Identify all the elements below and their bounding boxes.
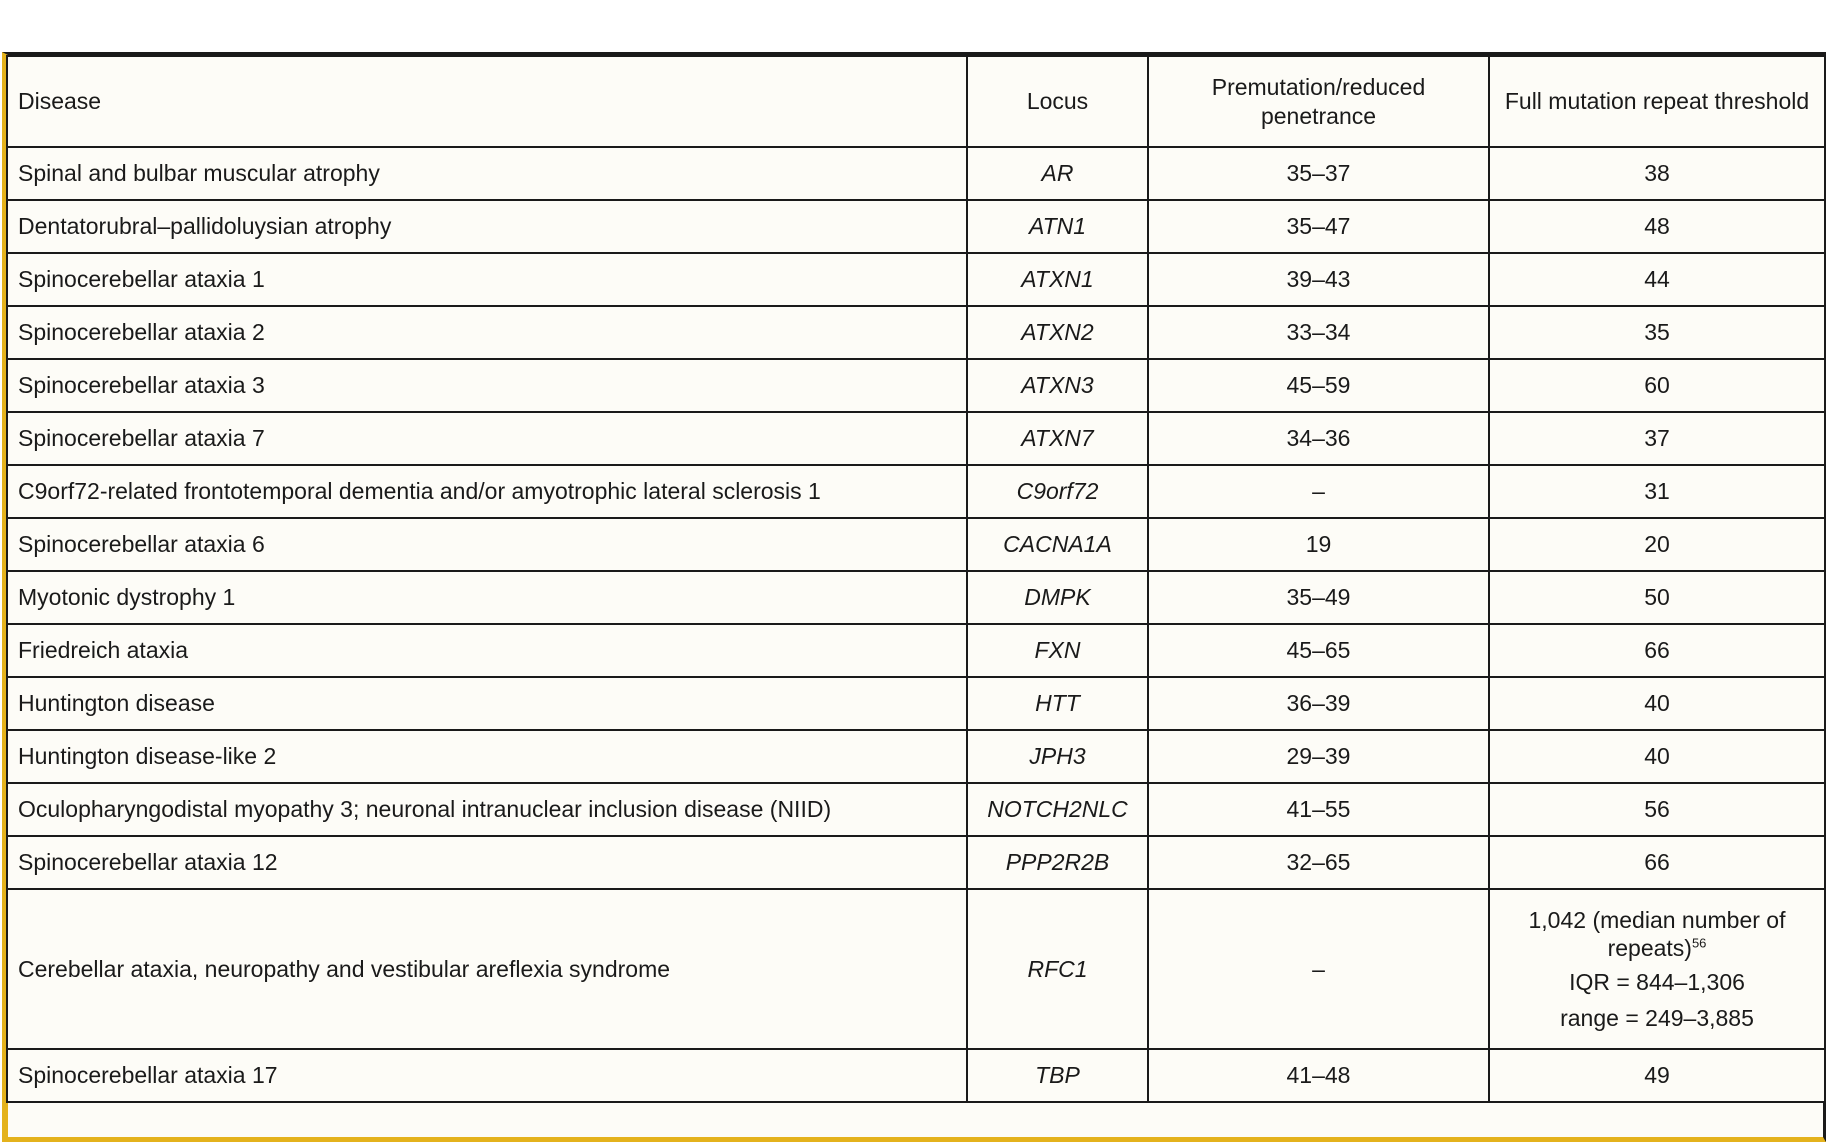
premutation-cell: 35–47 [1148,200,1489,253]
locus-cell: RFC1 [967,889,1148,1049]
table-row [7,836,1825,889]
full-mutation-cell: 35 [1489,306,1825,359]
locus-cell: JPH3 [967,730,1148,783]
locus-cell: NOTCH2NLC [967,783,1148,836]
disease-cell: Huntington disease-like 2 [7,730,967,783]
header-locus: Locus [967,56,1148,147]
locus-cell: ATXN7 [967,412,1148,465]
full-mutation-cell: 44 [1489,253,1825,306]
premutation-cell: 33–34 [1148,306,1489,359]
table-row [7,783,1825,836]
locus-cell: PPP2R2B [967,836,1148,889]
full-mutation-cell: 66 [1489,836,1825,889]
locus-cell: ATXN1 [967,253,1148,306]
table-row [7,730,1825,783]
locus-cell: ATXN2 [967,306,1148,359]
median-repeats-line [1500,906,1814,962]
locus-cell: FXN [967,624,1148,677]
premutation-cell: 34–36 [1148,412,1489,465]
locus-cell: HTT [967,677,1148,730]
full-mutation-cell [1489,889,1825,1049]
full-mutation-cell: 48 [1489,200,1825,253]
table-row [7,518,1825,571]
disease-cell: Spinocerebellar ataxia 2 [7,306,967,359]
table-row [7,1049,1825,1102]
disease-cell: Dentatorubral–pallidoluysian atrophy [7,200,967,253]
premutation-cell: – [1148,465,1489,518]
disease-cell: Spinocerebellar ataxia 7 [7,412,967,465]
table-row [7,147,1825,200]
disease-cell: Spinocerebellar ataxia 17 [7,1049,967,1102]
full-mutation-cell: 31 [1489,465,1825,518]
premutation-cell: 19 [1148,518,1489,571]
table-row [7,677,1825,730]
disease-cell: Cerebellar ataxia, neuropathy and vestibular areflexia syndrome [7,889,967,1049]
disease-cell: Spinocerebellar ataxia 1 [7,253,967,306]
premutation-cell: 35–49 [1148,571,1489,624]
locus-cell: C9orf72 [967,465,1148,518]
disease-cell: Spinal and bulbar muscular atrophy [7,147,967,200]
premutation-cell: 35–37 [1148,147,1489,200]
table-row [7,624,1825,677]
table-row [7,359,1825,412]
table-row-rfc1 [7,889,1825,1049]
locus-cell: ATN1 [967,200,1148,253]
table-row [7,412,1825,465]
disease-cell: Spinocerebellar ataxia 12 [7,836,967,889]
full-mutation-cell: 60 [1489,359,1825,412]
locus-cell: TBP [967,1049,1148,1102]
full-mutation-cell: 40 [1489,677,1825,730]
iqr-line: IQR = 844–1,306 [1569,969,1745,995]
premutation-cell: – [1148,889,1489,1049]
reference-superscript: 56 [1691,935,1707,951]
disease-cell: Friedreich ataxia [7,624,967,677]
disease-cell: Oculopharyngodistal myopathy 3; neuronal intranuclear inclusion disease (NIID) [7,783,967,836]
premutation-cell: 41–55 [1148,783,1489,836]
disease-cell: Huntington disease [7,677,967,730]
premutation-cell: 29–39 [1148,730,1489,783]
table-row [7,465,1825,518]
full-mutation-cell: 56 [1489,783,1825,836]
disease-cell: Myotonic dystrophy 1 [7,571,967,624]
full-mutation-cell: 66 [1489,624,1825,677]
disease-cell: Spinocerebellar ataxia 3 [7,359,967,412]
header-disease: Disease [7,56,967,147]
header-full-mutation: Full mutation repeat threshold [1489,56,1825,147]
disease-cell: C9orf72-related frontotemporal dementia and/or amyotrophic lateral sclerosis 1 [7,465,967,518]
premutation-cell: 36–39 [1148,677,1489,730]
range-line: range = 249–3,885 [1560,1005,1754,1032]
full-mutation-cell: 40 [1489,730,1825,783]
median-repeats-text: 1,042 (median number of repeats) [1528,906,1786,961]
header-premutation: Premutation/reduced penetrance [1148,56,1489,147]
table-row [7,571,1825,624]
full-mutation-cell: 20 [1489,518,1825,571]
locus-cell: CACNA1A [967,518,1148,571]
table-row [7,306,1825,359]
full-mutation-cell: 49 [1489,1049,1825,1102]
full-mutation-cell: 37 [1489,412,1825,465]
disease-cell: Spinocerebellar ataxia 6 [7,518,967,571]
premutation-cell: 39–43 [1148,253,1489,306]
locus-cell: AR [967,147,1148,200]
premutation-cell: 45–65 [1148,624,1489,677]
premutation-cell: 41–48 [1148,1049,1489,1102]
header-row [7,56,1825,147]
full-mutation-cell: 38 [1489,147,1825,200]
premutation-cell: 32–65 [1148,836,1489,889]
table-row [7,200,1825,253]
locus-cell: DMPK [967,571,1148,624]
premutation-cell: 45–59 [1148,359,1489,412]
repeat-expansion-table [6,55,1826,1103]
table-row [7,253,1825,306]
full-mutation-cell: 50 [1489,571,1825,624]
locus-cell: ATXN3 [967,359,1148,412]
